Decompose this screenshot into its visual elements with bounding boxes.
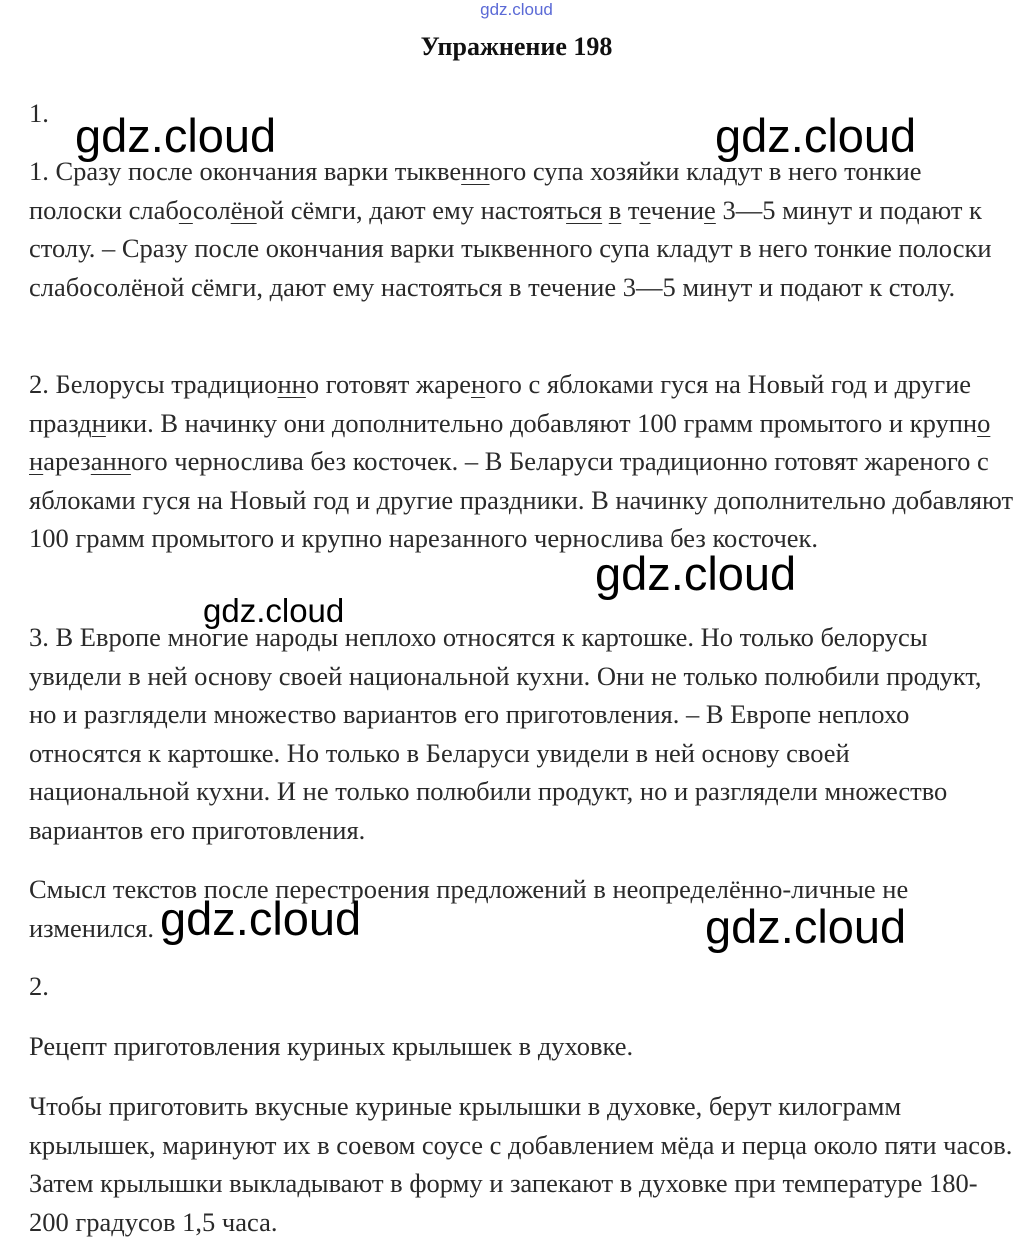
watermark: gdz.cloud xyxy=(705,900,907,953)
conclusion-paragraph: Смысл текстов после перестроения предложений в неопределённо-личные не изменился. xyxy=(29,874,909,943)
recipe-paragraph: Чтобы приготовить вкусные куриные крылышки в духовке, берут килограмм крылышек, маринуют их в соевом соусе с добавлением мёда и перца около пяти часов. Затем крылышки выкладывают в форму и запекают в духовке при температуре 180-200 градусов 1,5 часа. xyxy=(29,1091,1013,1237)
top-watermark: gdz.cloud xyxy=(480,0,553,19)
item-1-paragraph: 1. Сразу после окончания варки тыквенного супа хозяйки кладут в него тонкие полоски слабосолёной сёмги, дают ему настояться в течение 3—5 минут и подают к столу. – Сразу после окончания варки тыквенного супа кладут в него тонкие полоски слабосолёной сёмги, дают ему настояться в течение 3—5 минут и подают к столу. xyxy=(29,156,992,302)
item-3-paragraph: 3. В Европе многие народы неплохо относятся к картошке. Но только белорусы увидели в ней основу своей национальной кухни. Они не только полюбили продукт, но и разглядели множество вариантов его приготовления. – В Европе неплохо относятся к картошке. Но только в Беларуси увидели в ней основу своей национальной кухни. И не только полюбили продукт, но и разглядели множество вариантов его приготовления. xyxy=(29,622,982,845)
item-2-paragraph: 2. Белорусы традиционно готовят жареного с яблоками гуся на Новый год и другие праздники. В начинку они дополнительно добавляют 100 грамм промытого и крупно нарезанного чернослива без косточек. – В Беларуси традиционно готовят жареного с яблоками гуся на Новый год и другие праздники. В начинку дополнительно добавляют 100 грамм промытого и крупно нарезанного чернослива без косточек. xyxy=(29,369,1014,553)
section-2-number: 2. xyxy=(29,971,49,1001)
watermark: gdz.cloud xyxy=(715,109,917,162)
watermark: gdz.cloud xyxy=(203,592,345,629)
recipe-title: Рецепт приготовления куриных крылышек в духовке. xyxy=(29,1031,634,1061)
section-1-number: 1. xyxy=(29,98,49,128)
watermark: gdz.cloud xyxy=(75,109,277,162)
watermark: gdz.cloud xyxy=(160,892,362,945)
watermark: gdz.cloud xyxy=(595,547,797,600)
exercise-title: Упражнение 198 xyxy=(420,32,613,61)
